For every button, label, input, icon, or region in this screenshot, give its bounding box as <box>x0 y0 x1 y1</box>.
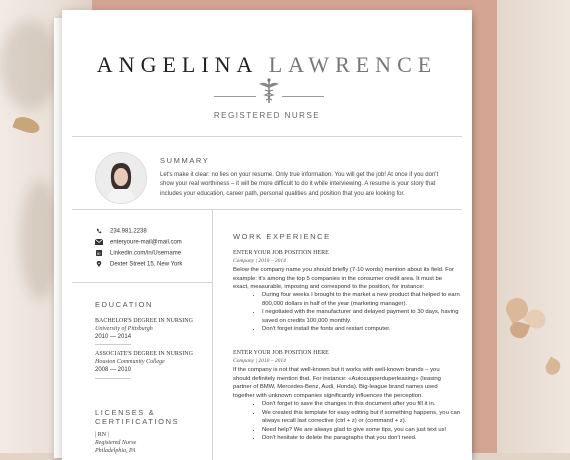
summary-heading: SUMMARY <box>160 156 210 165</box>
education-heading: EDUCATION <box>95 300 154 309</box>
licenses-heading-line1: LICENSES & <box>95 408 156 417</box>
divider <box>72 282 212 283</box>
divider <box>95 344 131 345</box>
job-bullet: • Need help? We are always glad to give some tips, you can just text us! <box>262 426 472 435</box>
job-title: REGISTERED NURSE <box>213 111 321 120</box>
job-company: Company | 2010 – 2014 <box>233 358 286 364</box>
caduceus-icon <box>258 78 280 104</box>
last-name: LAWRENCE <box>268 52 438 77</box>
job-bullet: • We created this template for easy editing but if something happens, you can always recall last corrective (ctrl + z) or (command + z). <box>262 409 472 426</box>
job-position: ENTER YOUR JOB POSITION HERE <box>233 250 329 256</box>
candidate-name <box>62 52 472 78</box>
contact-email <box>95 239 182 246</box>
divider <box>95 378 131 379</box>
licenses-heading <box>95 408 179 426</box>
divider <box>282 96 324 97</box>
location-pin-icon <box>95 261 103 267</box>
summary-text: Let's make it clear: no lies on your resume. Only true information. You will get the job! At once if you don't show your real worthiness – it will be more difficult to do it while interviewing. A resume is your story that includes your education, career path, personal qualities and position that you are looking for. <box>160 172 439 197</box>
profile-photo <box>95 152 147 204</box>
contact-linkedin <box>95 250 181 257</box>
contact-phone-text: 234.981.2238 <box>110 228 147 235</box>
job-bullet: • Don't hesitate to delete the paragraphs that you don't need. <box>262 434 472 443</box>
divider <box>72 209 462 210</box>
contact-email-text: enteryoure-mail@mail.com <box>110 239 182 246</box>
license-place: Philadelphia, PA <box>95 448 136 454</box>
phone-icon <box>95 228 103 234</box>
divider <box>72 136 462 137</box>
education-school: University of Pittsburgh <box>95 326 153 332</box>
job-bullet: • Don't forget install the fonts and restart computer. <box>262 325 472 334</box>
contact-linkedin-text: Linkedin.com/in/Username <box>110 250 182 257</box>
education-school: Houston Community College <box>95 359 165 365</box>
linkedin-icon <box>95 250 103 256</box>
job-bullets <box>252 291 472 334</box>
job-description: If the company is not that well-known but it works with well-known brands – you should definitely mention that. For instance: «Autosupperduperleasing» (leasing partner of BMW, Mercedes-Benz, Audi, Honda). Big-league brand names used together with unknown companies significantly influences the perception. <box>233 367 441 399</box>
envelope-icon <box>95 239 103 245</box>
job-bullet: • Don't forget to save the changes in this document after you fill it in. <box>262 400 472 409</box>
work-experience-heading: WORK EXPERIENCE <box>233 232 331 241</box>
svg-text:in: in <box>96 250 101 256</box>
job-bullet: • I negotiated with the manufacturer and delayed payment to 30 days, having saved on credits 100,000 monthly. <box>262 308 472 325</box>
job-bullets <box>252 400 472 443</box>
contact-phone <box>95 228 147 235</box>
license-name: Registered Nurse <box>95 440 137 446</box>
education-years: 2008 — 2010 <box>95 367 132 373</box>
divider <box>214 96 256 97</box>
job-bullet: • During four weeks I brought to the market a new product that helped to earn 800,000 dollars in half of the year (marketing manager). <box>262 291 472 308</box>
education-degree: ASSOCIATE'S DEGREE IN NURSING <box>95 351 193 357</box>
background-right <box>497 0 570 453</box>
job-position: ENTER YOUR JOB POSITION HERE <box>233 350 329 356</box>
job-description: Below the company name you should briefly (7-10 words) mention about its field. For example: it's among the top 5 companies in the consumer credit area. It must be exact, measurable, imposing and correspond to the position, for instance: <box>233 267 455 291</box>
education-degree: BACHELOR'S DEGREE IN NURSING <box>95 318 193 324</box>
job-company: Company | 2010 – 2014 <box>233 258 286 264</box>
resume-page <box>62 10 472 460</box>
portrait-image <box>96 153 146 203</box>
leaf-shadow <box>0 20 60 110</box>
contact-address <box>95 261 182 268</box>
column-divider <box>212 209 213 460</box>
first-name: ANGELINA <box>96 52 258 77</box>
licenses-heading-line2: CERTIFICATIONS <box>95 417 180 426</box>
license-abbr: | RN | <box>95 432 109 438</box>
contact-address-text: Dexter Street 15, New York <box>110 261 183 268</box>
education-years: 2010 — 2014 <box>95 334 132 340</box>
